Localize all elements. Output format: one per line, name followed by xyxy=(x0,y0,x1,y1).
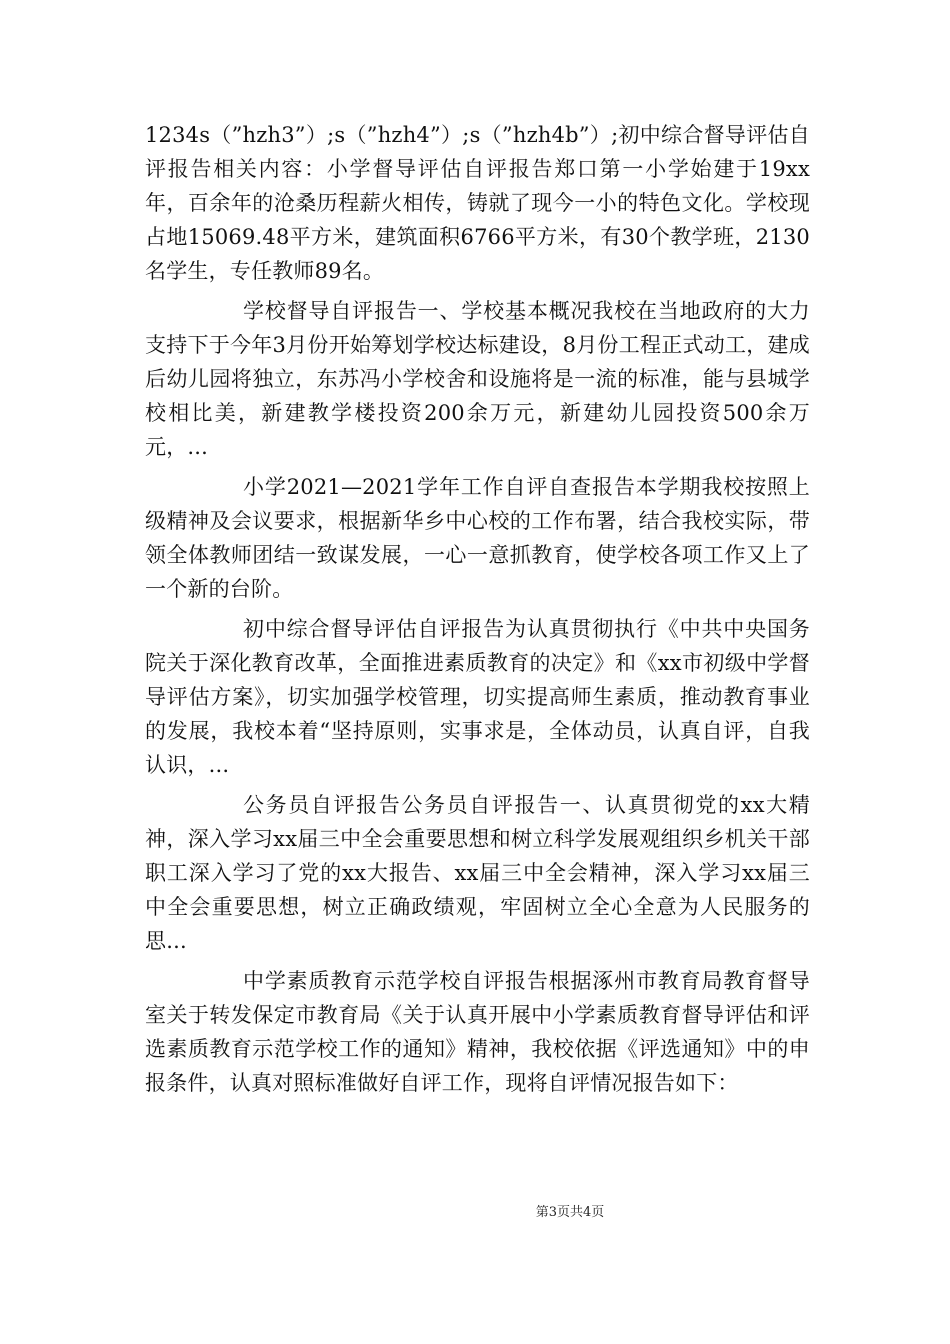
paragraph-civil-servant-report: 公务员自评报告公务员自评报告一、认真贯彻党的xx大精神，深入学习xx届三中全会重要思想和树立科学发展观组织乡机关干部职工深入学习了党的xx大报告、xx届三中全会精神，深入学习xx届三中全会重要思想，树立正确政绩观，牢固树立全心全意为人民服务的思... xyxy=(145,793,810,953)
paragraph-intro: 1234s（”hzh3”）;s（”hzh4”）;s（”hzh4b”）;初中综合督导评估自评报告相关内容：小学督导评估自评报告郑口第一小学始建于19xx年，百余年的沧桑历程薪火相传，铸就了现今一小的特色文化。学校现占地15069.48平方米，建筑面积6766平方米，有30个教学班，2130名学生，专任教师89名。 xyxy=(145,123,810,283)
paragraph-school-report: 学校督导自评报告一、学校基本概况我校在当地政府的大力支持下于今年3月份开始筹划学校达标建设，8月份工程正式动工，建成后幼儿园将独立，东苏冯小学校舍和设施将是一流的标准，能与县城学校相比美，新建教学楼投资200余万元，新建幼儿园投资500余万元，... xyxy=(145,299,810,459)
page-number-footer: 第3页共4页 xyxy=(535,1205,605,1220)
paragraph-primary-school-report: 小学2021—2021学年工作自评自查报告本学期我校按照上级精神及会议要求，根据新华乡中心校的工作布署，结合我校实际，带领全体教师团结一致谋发展，一心一意抓教育，使学校各项工作又上了一个新的台阶。 xyxy=(145,475,810,601)
document-body xyxy=(145,118,810,1100)
paragraph-quality-education-report: 中学素质教育示范学校自评报告根据涿州市教育局教育督导室关于转发保定市教育局《关于认真开展中小学素质教育督导评估和评选素质教育示范学校工作的通知》精神，我校依据《评选通知》中的申报条件，认真对照标准做好自评工作，现将自评情况报告如下： xyxy=(145,969,810,1095)
paragraph-middle-school-report: 初中综合督导评估自评报告为认真贯彻执行《中共中央国务院关于深化教育改革，全面推进素质教育的决定》和《xx市初级中学督导评估方案》，切实加强学校管理，切实提高师生素质，推动教育事业的发展，我校本着“坚持原则，实事求是，全体动员，认真自评，自我认识，... xyxy=(145,617,810,777)
